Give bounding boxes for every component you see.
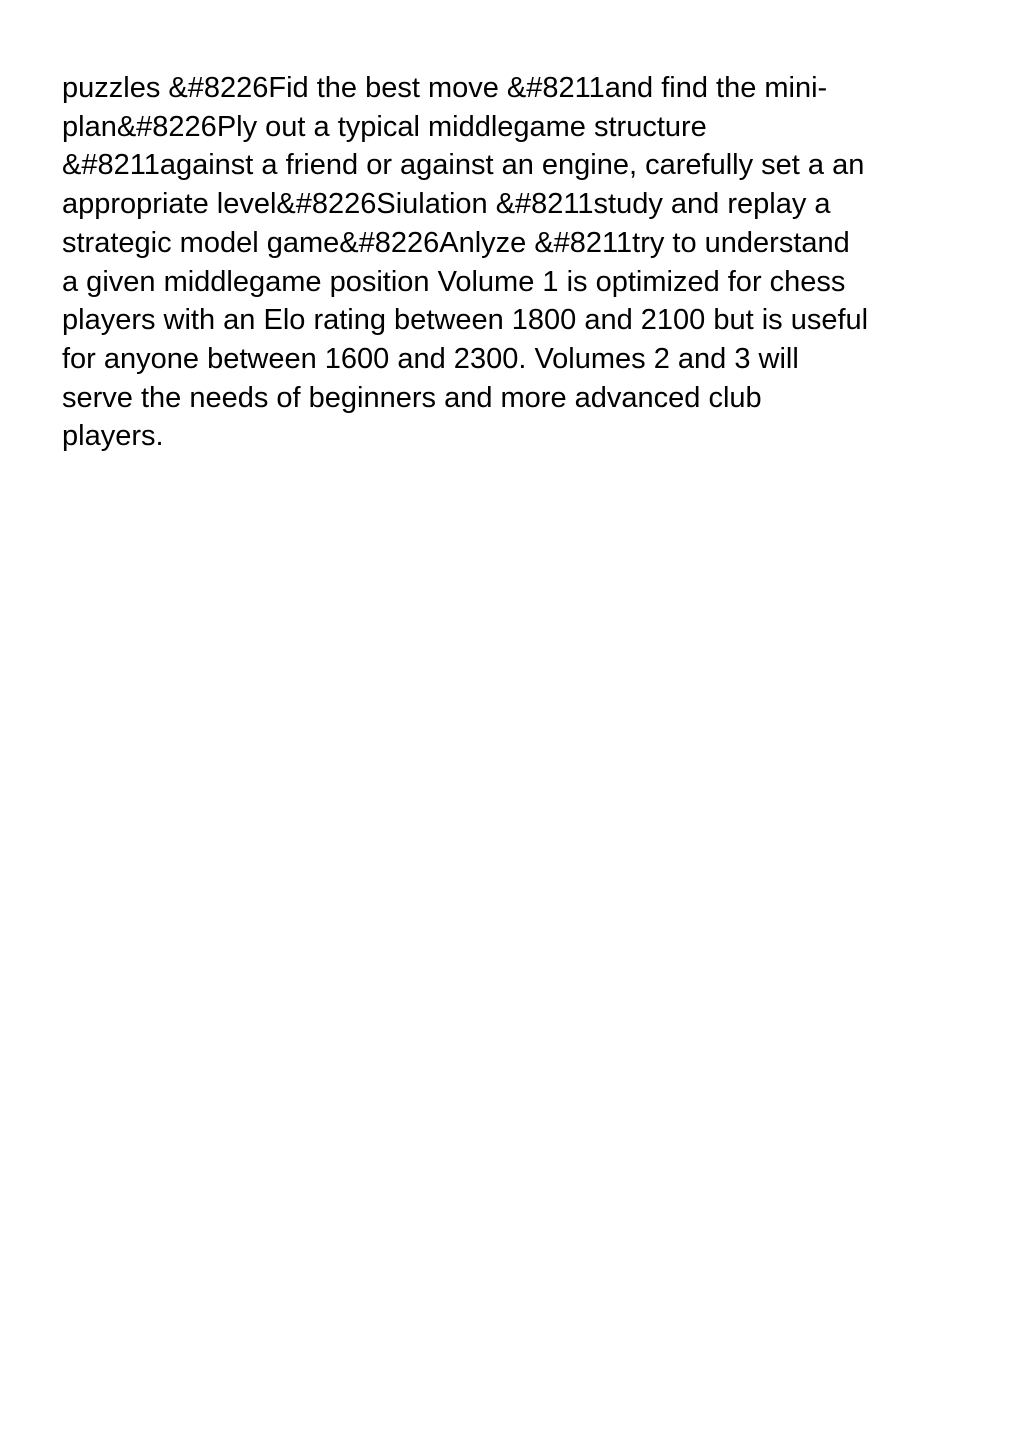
text-line: players with an Elo rating between 1800 and 2100 but is useful bbox=[62, 304, 869, 337]
text-line: players. bbox=[62, 420, 164, 453]
text-line: puzzles &#8226Fid the best move &#8211and find the mini- bbox=[62, 72, 828, 104]
text-line: for anyone between 1600 and 2300. Volumes 2 and 3 will bbox=[62, 342, 799, 375]
text-line: appropriate level&#8226Siulation &#8211study and replay a bbox=[62, 188, 831, 221]
text-line: serve the needs of beginners and more advanced club bbox=[62, 381, 762, 414]
body-text bbox=[62, 69, 982, 456]
text-line: plan&#8226Ply out a typical middlegame structure bbox=[62, 110, 707, 143]
text-line: &#8211against a friend or against an engine, carefully set a an bbox=[62, 149, 865, 182]
text-line: strategic model game&#8226Anlyze &#8211try to understand bbox=[62, 226, 850, 259]
text-line: a given middlegame position Volume 1 is optimized for chess bbox=[62, 265, 846, 298]
